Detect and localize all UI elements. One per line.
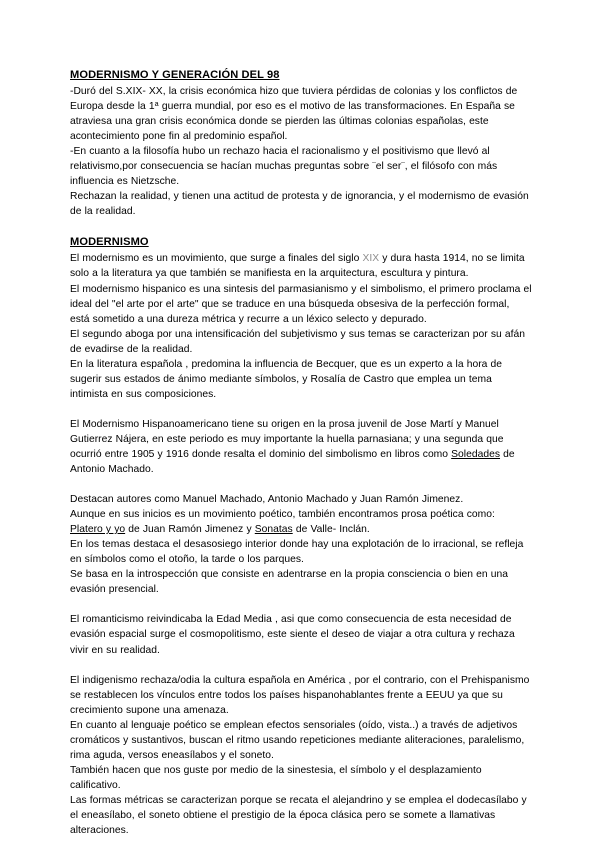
paragraph-autores-destacados: Destacan autores como Manuel Machado, Antonio Machado y Juan Ramón Jimenez.: [70, 494, 464, 506]
highlight-siglo-xix: XIX: [362, 253, 380, 265]
paragraph-temas-desasosiego: En los temas destaca el desasosiego interior donde hay una explotación de lo irracional, se refleja en símbolos como el otoño, la tarde o los parques.: [70, 539, 524, 566]
section-heading-modernismo: MODERNISMO: [70, 236, 149, 249]
paragraph-sinestesia: También hacen que nos guste por medio de la sinestesia, el símbolo y el desplazamiento calificativo.: [70, 764, 482, 791]
section-heading-wrap-2: [70, 233, 532, 251]
text-after-obras: de Valle- Inclán.: [292, 524, 370, 536]
spacer-1: [70, 402, 532, 417]
paragraph-hispanico-sintesis: El modernismo hispanico es una sintesis del parmasianismo y el simbolismo, el primero proclama el ideal del "el arte por el arte" que se traduce en una búsqueda obsesiva de la perfección formal, está sometido a una dureza métrica y recurre a un léxico selecto y depurado.: [70, 283, 532, 325]
spacer-3: [70, 597, 532, 612]
paragraph-introspeccion: Se basa en la introspección que consiste en adentrarse en la propia consciencia o bien en una evasión presencial.: [70, 569, 509, 596]
paragraph-lenguaje-poetico: En cuanto al lenguaje poético se emplean efectos sensoriales (oído, vista..) a través de adjetivos cromáticos y sustantivos, buscan el ritmo usando repeticiones mediante aliteraciones, paralelismo, rima aguda, versos eneasílabos y el soneto.: [70, 719, 525, 761]
page-title: MODERNISMO Y GENERACIÓN DEL 98: [70, 69, 280, 81]
book-title-sonatas: Sonatas: [254, 524, 293, 536]
text-before-siglo: El modernismo es un movimiento, que surge a finales del siglo: [70, 253, 363, 265]
text-before-soledades: El Modernismo Hispanoamericano tiene su origen en la prosa juvenil de Jose Martí y Manuel Gutierrez Nájera, en este periodo es muy importante la huella parnasiana; y una segunda que ocurrió entre 1905 y 1916 donde resalta el dominio del simbolismo en libros como: [70, 418, 504, 460]
book-title-platero-y-yo: Platero y yo: [70, 524, 126, 536]
text-after-siglo: y dura hasta 1914, no se limita solo a la literatura ya que también se manifiesta en la arquitectura, escultura y pintura.: [70, 253, 525, 280]
paragraph-hispanoamericano: [70, 417, 532, 477]
text-middle-obras: de Juan Ramón Jimenez y: [125, 524, 255, 536]
paragraph-formas-metricas: Las formas métricas se caracterizan porque se recata el alejandrino y se emplea el dodecasílabo y el eneasílabo, el soneto obtiene el prestigio de la época clásica pero se somete a llamativas alteraciones.: [70, 794, 527, 837]
paragraph-literatura-espanola: En la literatura española , predomina la influencia de Becquer, que es un experto a la hora de sugerir sus estados de ánimo mediante símbolos, y Rosalía de Castro que emplea un tema intimista en sus composiciones.: [70, 358, 503, 400]
paragraph-duracion: -Duró del S.XIX- XX, la crisis económica hizo que tuviera pérdidas de colonias y los conflictos de Europa desde la 1$^a$ guerra mundial, por eso es el motivo de las transformaciones. En España se atraviesa una gran crisis económica donde se pierden las últimas colonias españolas, este acontecimiento pone fin al predominio español.: [70, 86, 518, 143]
section-heading-wrap-1: [70, 66, 532, 84]
paragraph-romanticismo-cosmopolitismo: El romanticismo reivindicaba la Edad Media , asi que como consecuencia de esta necesidad de evasión espacial surge el cosmopolitismo, este siente el deseo de viajar a otra cultura y rechaza vivir en su realidad.: [70, 614, 515, 656]
text-after-soledades: de Antonio Machado.: [70, 448, 515, 476]
paragraph-definicion-modernismo: [70, 251, 532, 281]
paragraph-indigenismo: El indigenismo rechaza/odia la cultura española en América , por el contrario, con el Prehispanismo se restablecen los vínculos entre todos los países hispanohablantes frente a EEUU ya que su crecimiento supone una amenaza.: [70, 674, 530, 716]
spacer-before-modernismo: [70, 219, 532, 233]
ordinal-marker: a: [154, 98, 159, 108]
paragraph-segundo-subjetivismo: El segundo aboga por una intensificación del subjetivismo y sus temas se caracterizan por su afán de evadirse de la realidad.: [70, 328, 526, 355]
paragraph-filosofia: -En cuanto a la filosofía hubo un rechazo hacia el racionalismo y el positivismo que llevó al relativismo,por consecuencia se hacían muchas preguntas sobre ¨el ser¨, el filósofo con más influencia es Nietzsche.: [70, 146, 498, 188]
paragraph-prosa-poetica: Aunque en sus inicios es un movimiento poético, también encontramos prosa poética como:: [70, 509, 495, 521]
document-body: [70, 66, 532, 838]
spacer-2: [70, 477, 532, 492]
paragraph-rechazo-realidad: Rechazan la realidad, y tienen una actitud de protesta y de ignorancia, y el modernismo de evasión de la realidad.: [70, 191, 529, 218]
spacer-4: [70, 658, 532, 673]
book-title-soledades: Soledades: [451, 448, 501, 460]
paragraph-obras-prosa: [70, 522, 532, 537]
